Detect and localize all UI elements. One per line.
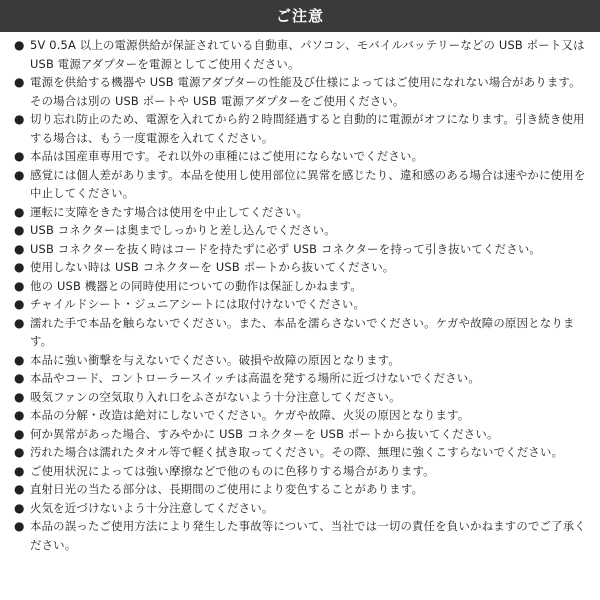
caution-text: 直射日光の当たる部分は、長期間のご使用により変色することがあります。 — [30, 482, 424, 496]
caution-item — [14, 406, 590, 425]
caution-text: 運転に支障をきたす場合は使用を中止してください。 — [30, 204, 309, 219]
caution-item — [14, 443, 590, 462]
bullet-icon: ● — [14, 408, 25, 422]
bullet-icon: ● — [14, 371, 25, 385]
bullet-icon: ● — [14, 167, 25, 182]
bullet-icon: ● — [14, 315, 25, 330]
caution-text: 本品に強い衝撃を与えないでください。破損や故障の原因となります。 — [30, 352, 400, 367]
caution-text: ご使用状況によっては強い摩擦などで他のものに色移りする場合があります。 — [30, 463, 435, 478]
bullet-icon: ● — [14, 260, 25, 274]
bullet-icon: ● — [14, 445, 25, 459]
caution-item — [14, 517, 590, 554]
bullet-icon: ● — [14, 38, 25, 52]
bullet-icon: ● — [14, 352, 25, 367]
caution-item — [14, 499, 590, 518]
caution-text: チャイルドシート・ジュニアシートには取付けないでください。 — [30, 297, 366, 311]
caution-text: 何か異常があった場合、すみやかに USB コネクターを USB ポートから抜いてください。 — [30, 426, 499, 441]
bullet-icon: ● — [14, 463, 25, 478]
caution-text: 汚れた場合は濡れたタオル等で軽く拭き取ってください。その際、無理に強くこすらないでください。 — [30, 445, 564, 459]
caution-text: 5V 0.5A 以上の電源供給が保証されている自動車、パソコン、モバイルバッテリーなどの USB ポート又は USB 電源アダプターを電源としてご使用ください。 — [30, 38, 585, 71]
caution-item — [14, 314, 590, 351]
caution-item — [14, 425, 590, 444]
caution-text: 本品やコード、コントローラースイッチは高温を発する場所に近づけないでください。 — [30, 371, 480, 385]
caution-item — [14, 369, 590, 388]
bullet-icon: ● — [14, 482, 25, 496]
caution-item — [14, 240, 590, 259]
caution-item — [14, 258, 590, 277]
caution-item — [14, 480, 590, 499]
caution-header — [0, 0, 600, 32]
bullet-icon: ● — [14, 241, 25, 256]
bullet-icon: ● — [14, 149, 25, 163]
caution-item — [14, 73, 590, 110]
caution-item — [14, 147, 590, 166]
caution-text: 吸気ファンの空気取り入れ口をふさがないよう十分注意してください。 — [30, 389, 401, 404]
caution-item — [14, 203, 590, 222]
caution-text: 切り忘れ防止のため、電源を入れてから約２時間経過すると自動的に電源がオフになります。引き続き使用する場合は、もう一度電源を入れてください。 — [30, 112, 585, 145]
caution-text: 本品の分解・改造は絶対にしないでください。ケガや故障、火災の原因となります。 — [30, 408, 470, 422]
caution-text: 感覚には個人差があります。本品を使用し使用部位に異常を感じたり、違和感のある場合は速やかに使用を中止してください。 — [30, 167, 586, 200]
caution-text: 本品の誤ったご使用方法により発生した事故等について、当社では一切の責任を負いかねますのでご了承ください。 — [30, 519, 586, 552]
caution-item — [14, 110, 590, 147]
bullet-icon: ● — [14, 426, 25, 441]
bullet-icon: ● — [14, 278, 25, 293]
caution-item — [14, 221, 590, 240]
caution-text: 濡れた手で本品を触らないでください。また、本品を濡らさないでください。ケガや故障の原因となります。 — [30, 315, 575, 348]
caution-list — [14, 36, 590, 554]
bullet-icon: ● — [14, 223, 25, 237]
bullet-icon: ● — [14, 112, 25, 126]
bullet-icon: ● — [14, 519, 25, 533]
caution-item — [14, 462, 590, 481]
caution-text: 火気を近づけないよう十分注意してください。 — [30, 500, 274, 515]
caution-text: USB コネクターは奥までしっかりと差し込んでください。 — [30, 223, 336, 237]
bullet-icon: ● — [14, 389, 25, 404]
caution-title: ご注意 — [275, 7, 324, 25]
caution-text: 電源を供給する機器や USB 電源アダプターの性能及び仕様によってはご使用になれない場合があります。その場合は別の USB ポートや USB 電源アダプターをご使用ください。 — [30, 75, 581, 108]
caution-item — [14, 351, 590, 370]
caution-item — [14, 295, 590, 314]
caution-item — [14, 166, 590, 203]
caution-item — [14, 277, 590, 296]
caution-item — [14, 388, 590, 407]
caution-text: 本品は国産車専用です。それ以外の車種にはご使用にならないでください。 — [30, 149, 424, 163]
caution-text: 他の USB 機器との同時使用についての動作は保証しかねます。 — [30, 278, 362, 293]
bullet-icon: ● — [14, 297, 25, 311]
caution-text: USB コネクターを抜く時はコードを持たずに必ず USB コネクターを持って引き抜いてください。 — [30, 241, 542, 256]
bullet-icon: ● — [14, 204, 25, 219]
bullet-icon: ● — [14, 500, 25, 515]
bullet-icon: ● — [14, 75, 25, 89]
caution-item — [14, 36, 590, 73]
caution-text: 使用しない時は USB コネクターを USB ポートから抜いてください。 — [30, 260, 395, 274]
